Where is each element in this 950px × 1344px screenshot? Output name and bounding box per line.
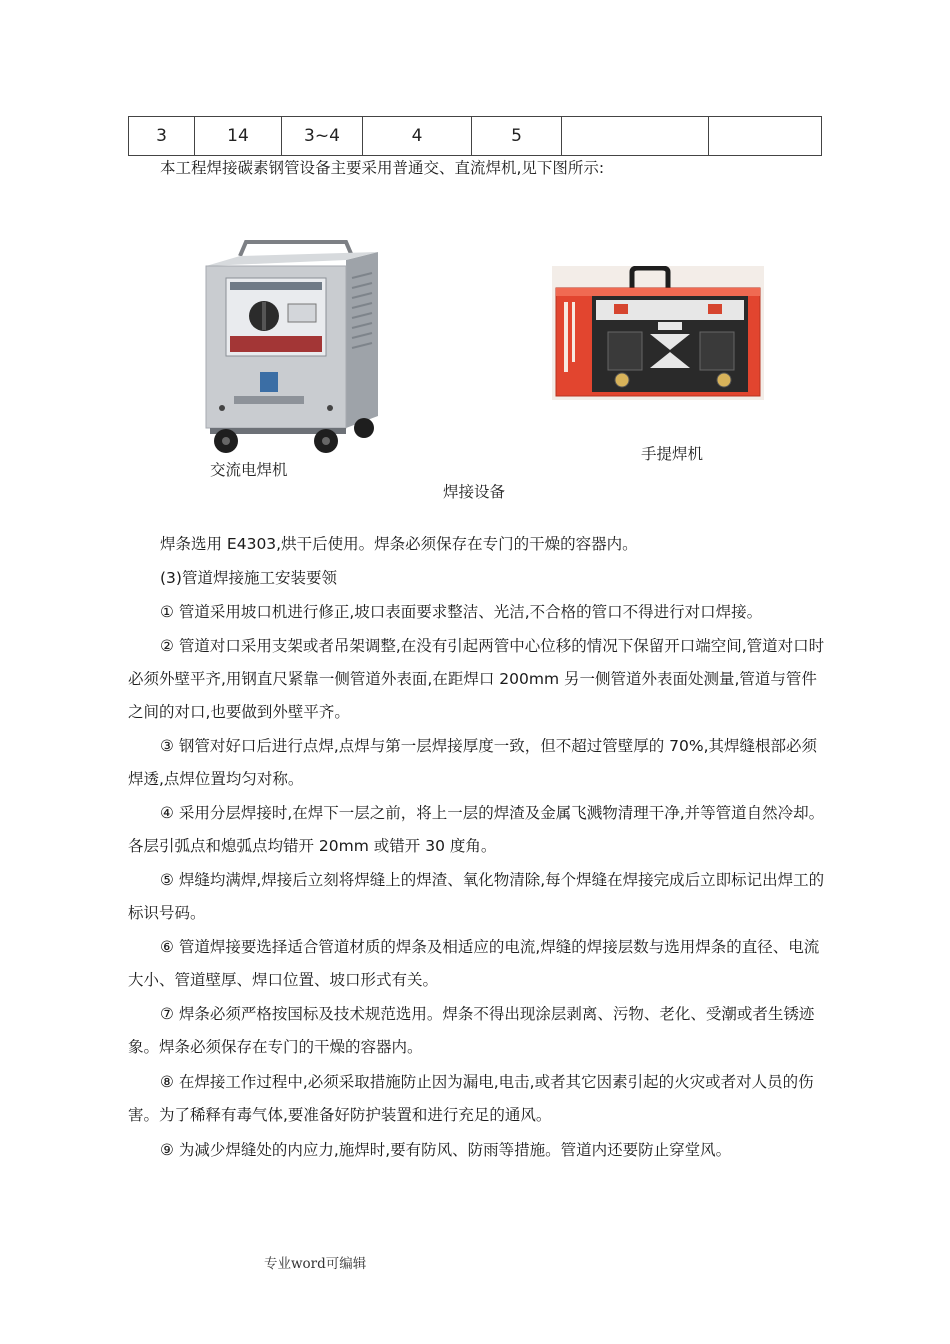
table-cell: 14 (195, 117, 282, 156)
table-cell (709, 117, 822, 156)
paragraph: ⑨ 为减少焊缝处的内应力,施焊时,要有防风、防雨等措施。管道内还要防止穿堂风。 (160, 1141, 732, 1159)
paragraph: ⑤ 焊缝均满焊,焊接后立刻将焊缝上的焊渣、氧化物清除,每个焊缝在焊接完成后立即标记出焊工的标识号码。 (128, 871, 825, 922)
paragraph: 焊条选用 E4303,烘干后使用。焊条必须保存在专门的干燥的容器内。 (160, 535, 638, 553)
table-cell: 5 (472, 117, 562, 156)
table-cell (562, 117, 709, 156)
ac-welder-caption: 交流电焊机 (210, 461, 288, 479)
page-footer: 专业word可编辑 (264, 1256, 367, 1272)
paragraph: ② 管道对口采用支架或者吊架调整,在没有引起两管中心位移的情况下保留开口端空间,管道对口时必须外壁平齐,用钢直尺紧靠一侧管道外表面,在距焊口 200mm 另一侧管道外表面处测量,管道与管件之间的对口,也要做到外壁平齐。 (128, 637, 825, 721)
table-cell: 3 (129, 117, 195, 156)
table-row (129, 117, 822, 156)
dc-welder-image (552, 266, 764, 400)
paragraph: ③ 钢管对好口后进行点焊,点焊与第一层焊接厚度一致，但不超过管壁厚的 70%,其焊缝根部必须焊透,点焊位置均匀对称。 (128, 737, 818, 788)
table-cell: 4 (363, 117, 472, 156)
figure-caption: 焊接设备 (443, 483, 506, 501)
dc-welder-caption: 手提焊机 (641, 445, 704, 463)
intro-text: 本工程焊接碳素钢管设备主要采用普通交、直流焊机,见下图所示: (160, 159, 605, 177)
table-cell: 3~4 (282, 117, 363, 156)
paragraph: ⑦ 焊条必须严格按国标及技术规范选用。焊条不得出现涂层剥离、污物、老化、受潮或者生锈迹象。焊条必须保存在专门的干燥的容器内。 (128, 1005, 815, 1056)
paragraph: ① 管道采用坡口机进行修正,坡口表面要求整洁、光洁,不合格的管口不得进行对口焊接。 (160, 603, 763, 621)
paragraph: ④ 采用分层焊接时,在焊下一层之前，将上一层的焊渣及金属飞溅物清理干净,并等管道自然冷却。各层引弧点和熄弧点均错开 20mm 或错开 30 度角。 (128, 804, 825, 855)
data-table (128, 116, 822, 156)
ac-welder-image (196, 238, 392, 456)
paragraph: ⑥ 管道焊接要选择适合管道材质的焊条及相适应的电流,焊缝的焊接层数与选用焊条的直径、电流大小、管道壁厚、焊口位置、坡口形式有关。 (128, 938, 820, 989)
paragraph: ⑧ 在焊接工作过程中,必须采取措施防止因为漏电,电击,或者其它因素引起的火灾或者对人员的伤害。为了稀释有毒气体,要准备好防护装置和进行充足的通风。 (128, 1073, 814, 1124)
section-heading: (3)管道焊接施工安装要领 (160, 569, 337, 587)
